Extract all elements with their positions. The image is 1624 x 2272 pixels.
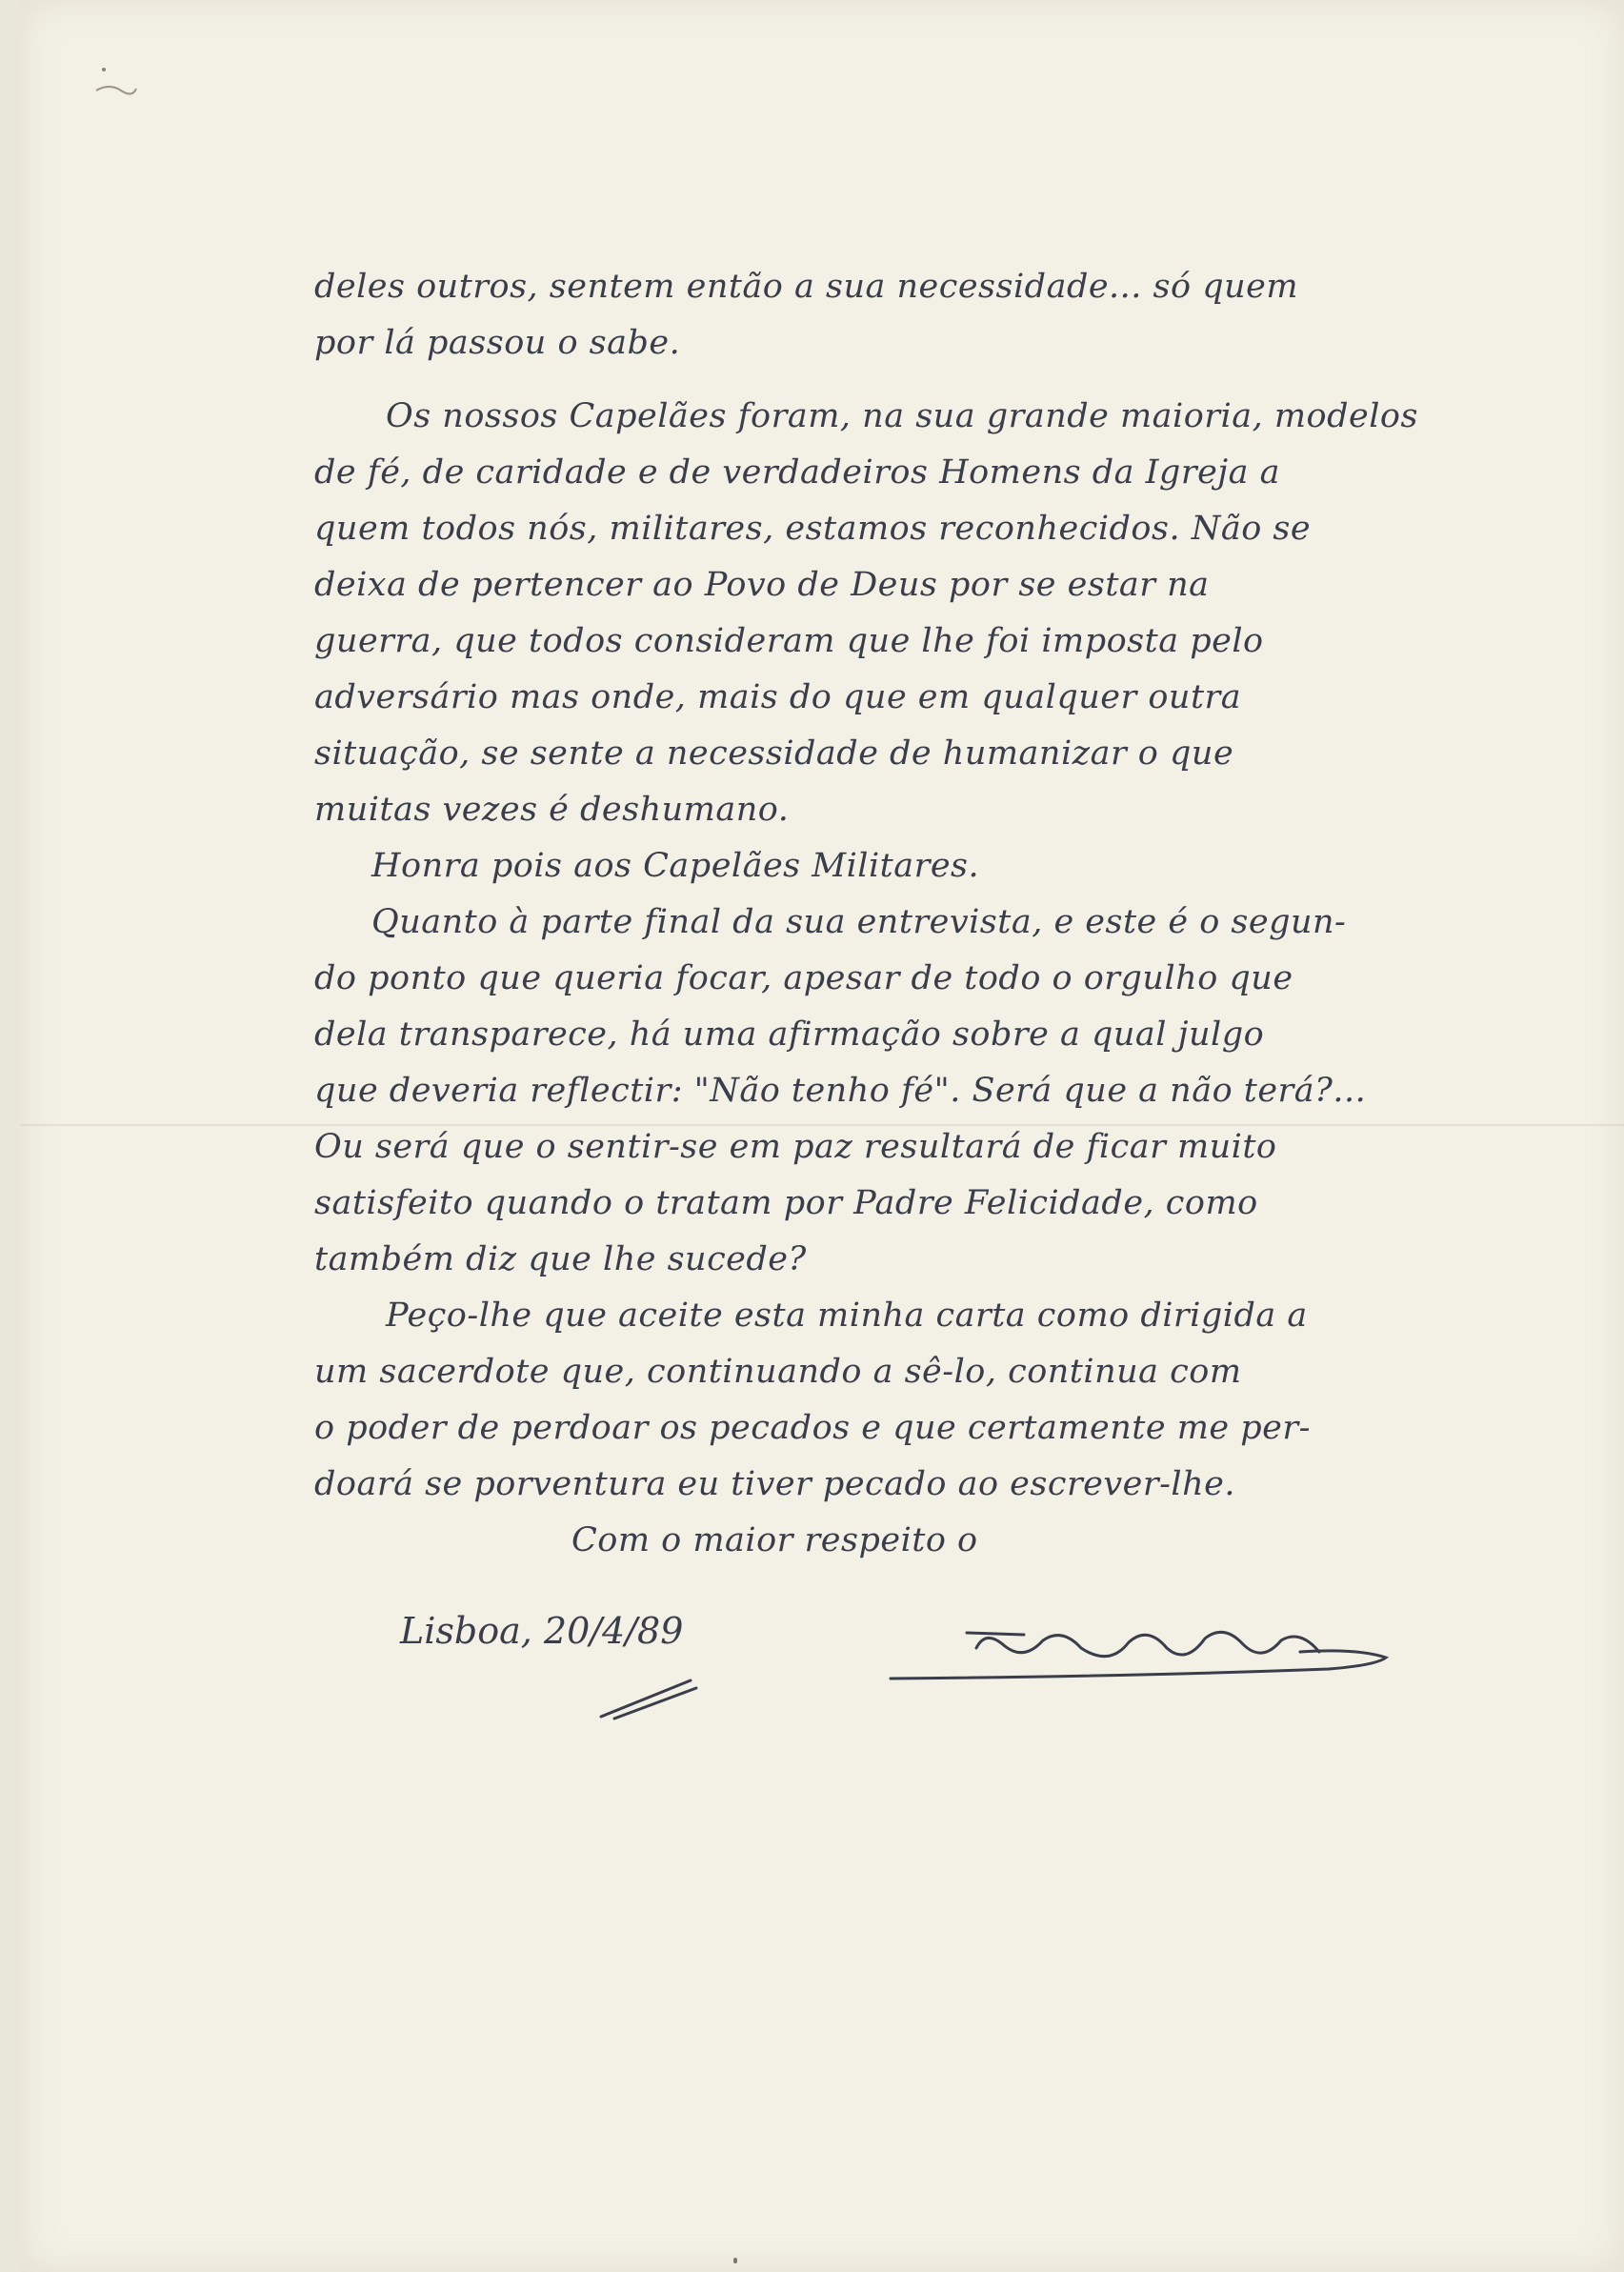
letter-line: de fé, de caridade e de verdadeiros Homens da Igreja a [314, 453, 1280, 492]
letter-line: deles outros, sentem então a sua necessidade... só quem [314, 268, 1299, 306]
signature-icon [881, 1619, 1395, 1705]
letter-date: Lisboa, 20/4/89 [400, 1610, 684, 1652]
letter-line: que deveria reflectir: "Não tenho fé". Será que a não terá?... [314, 1072, 1367, 1110]
letter-line: satisfeito quando o tratam por Padre Felicidade, como [314, 1184, 1258, 1222]
paper-mark [733, 2258, 737, 2263]
letter-line: Ou será que o sentir-se em paz resultará de ficar muito [314, 1128, 1277, 1166]
letter-line: situação, se sente a necessidade de humanizar o que [314, 734, 1234, 773]
letter-line: muitas vezes é deshumano. [314, 791, 790, 829]
letter-closing-line: Com o maior respeito o [571, 1521, 978, 1559]
letter-line: Honra pois aos Capelães Militares. [371, 847, 980, 885]
letter-line: Os nossos Capelães foram, na sua grande maioria, modelos [386, 397, 1418, 435]
letter-line: doará se porventura eu tiver pecado ao escrever-lhe. [314, 1465, 1236, 1503]
letter-line: o poder de perdoar os pecados e que certamente me per- [314, 1409, 1311, 1447]
letter-line: um sacerdote que, continuando a sê-lo, continua com [314, 1353, 1242, 1391]
date-underline-icon [595, 1675, 700, 1722]
corner-mark-icon [92, 62, 140, 100]
letter-line: Quanto à parte final da sua entrevista, e este é o segun- [371, 903, 1347, 941]
letter-line: também diz que lhe sucede? [314, 1240, 807, 1278]
letter-line: Peço-lhe que aceite esta minha carta como dirigida a [386, 1297, 1308, 1335]
letter-body [314, 259, 1553, 1569]
letter-line: deixa de pertencer ao Povo de Deus por se estar na [314, 566, 1210, 604]
letter-line: dela transparece, há uma afirmação sobre a qual julgo [314, 1015, 1265, 1054]
letter-line: guerra, que todos consideram que lhe foi imposta pelo [314, 622, 1264, 660]
letter-line: do ponto que queria focar, apesar de todo o orgulho que [314, 959, 1293, 997]
letter-line: adversário mas onde, mais do que em qualquer outra [314, 678, 1242, 716]
letter-line: quem todos nós, militares, estamos reconhecidos. Não se [314, 510, 1312, 548]
letter-line: por lá passou o sabe. [314, 324, 681, 362]
